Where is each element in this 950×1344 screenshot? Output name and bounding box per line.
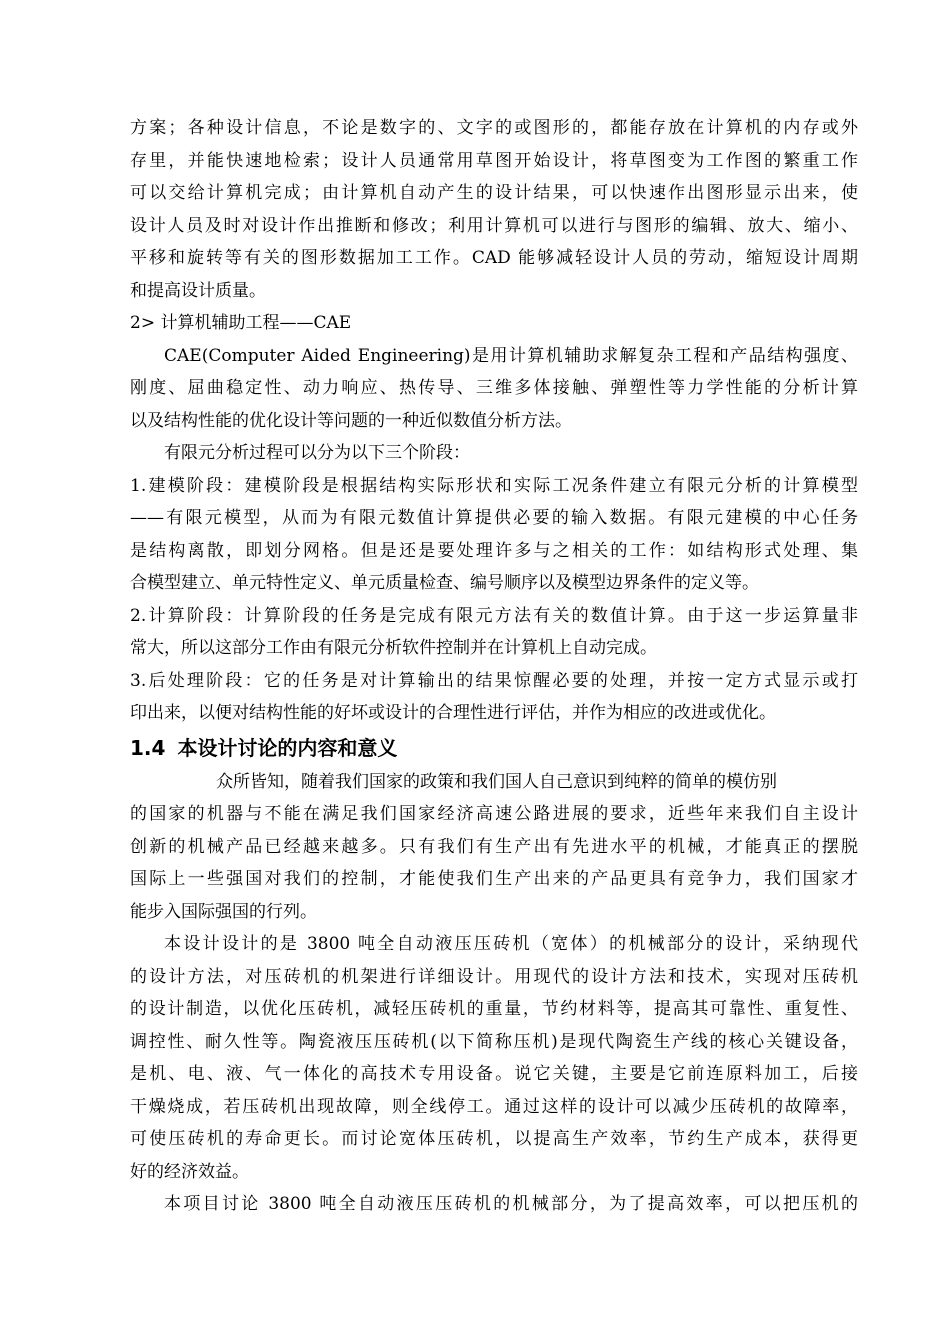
text-line: 以及结构性能的优化设计等问题的一种近似数值分析方法。	[130, 410, 572, 431]
text-line: 有限元分析过程可以分为以下三个阶段：	[164, 443, 470, 463]
text-line: 平移和旋转等有关的图形数据加工工作。CAD 能够减轻设计人员的劳动，缩短设计周期	[130, 248, 858, 268]
text-line: 的设计制造，以优化压砖机，减轻压砖机的重量，节约材料等，提高其可靠性、重复性、	[130, 999, 858, 1019]
text-line: 的设计方法，对压砖机的机架进行详细设计。用现代的设计方法和技术，实现对压砖机	[130, 966, 858, 987]
text-line: 可以交给计算机完成；由计算机自动产生的设计结果，可以快速作出图形显示出来，使	[130, 183, 858, 203]
text-line: 众所皆知，随着我们国家的政策和我们国人自己意识到纯粹的简单的模仿别	[216, 771, 777, 792]
text-line: 本项目讨论 3800 吨全自动液压压砖机的机械部分，为了提高效率，可以把压机的	[164, 1194, 858, 1214]
text-line: 3.后处理阶段：它的任务是对计算输出的结果惊醒必要的处理，并按一定方式显示或打	[130, 670, 858, 691]
text-line: 的国家的机器与不能在满足我们国家经济高速公路进展的要求，近些年来我们自主设计	[130, 804, 858, 824]
text-line: 刚度、屈曲稳定性、动力响应、热传导、三维多体接触、弹塑性等力学性能的分析计算	[130, 378, 858, 398]
text-line: 本设计设计的是 3800 吨全自动液压压砖机（宽体）的机械部分的设计，采纳现代	[164, 934, 858, 954]
section-title: 本设计讨论的内容和意义	[177, 735, 398, 760]
text-line: ——有限元模型，从而为有限元数值计算提供必要的输入数据。有限元建模的中心任务	[130, 508, 858, 528]
text-line: 能步入国际强国的行列。	[130, 901, 317, 922]
list-item-heading: 2> 计算机辅助工程——CAE	[130, 313, 352, 333]
text-line: 是结构离散，即划分网格。但是还是要处理许多与之相关的工作：如结构形式处理、集	[130, 540, 858, 561]
text-line: 存里，并能快速地检索；设计人员通常用草图开始设计，将草图变为工作图的繁重工作	[130, 150, 858, 171]
text-line: 设计人员及时对设计作出推断和修改；利用计算机可以进行与图形的编辑、放大、缩小、	[130, 215, 858, 236]
text-line: 和提高设计质量。	[130, 280, 266, 301]
text-line: 可使压砖机的寿命更长。而讨论宽体压砖机，以提高生产效率，节约生产成本，获得更	[130, 1129, 858, 1149]
text-line: 干燥烧成，若压砖机出现故障，则全线停工。通过这样的设计可以减少压砖机的故障率，	[130, 1096, 858, 1117]
text-line: 1.建模阶段：建模阶段是根据结构实际形状和实际工况条件建立有限元分析的计算模型	[130, 475, 858, 496]
text-line: 是机、电、液、气一体化的高技术专用设备。说它关键，主要是它前连原料加工，后接	[130, 1064, 858, 1084]
text-line: 合模型建立、单元特性定义、单元质量检查、编号顺序以及模型边界条件的定义等。	[130, 573, 759, 593]
section-heading	[130, 730, 858, 766]
document-page	[130, 112, 858, 1221]
text-line: 调控性、耐久性等。陶瓷液压压砖机(以下简称压机)是现代陶瓷生产线的核心关键设备，	[130, 1031, 858, 1052]
text-line: 印出来，以便对结构性能的好坏或设计的合理性进行评估，并作为相应的改进或优化。	[130, 703, 776, 723]
section-number: 1.4	[130, 735, 166, 760]
text-line: CAE(Computer Aided Engineering)是用计算机辅助求解复杂工程和产品结构强度、	[164, 345, 858, 366]
text-line: 方案；各种设计信息，不论是数字的、文字的或图形的，都能存放在计算机的内存或外	[130, 118, 858, 138]
text-line: 创新的机械产品已经越来越多。只有我们有生产出有先进水平的机械，才能真正的摆脱	[130, 836, 858, 857]
text-line: 好的经济效益。	[130, 1161, 249, 1182]
text-line: 2.计算阶段：计算阶段的任务是完成有限元方法有关的数值计算。由于这一步运算量非	[130, 605, 858, 626]
text-line: 国际上一些强国对我们的控制，才能使我们生产出来的产品更具有竞争力，我们国家才	[130, 869, 858, 889]
text-line: 常大，所以这部分工作由有限元分析软件控制并在计算机上自动完成。	[130, 638, 657, 658]
